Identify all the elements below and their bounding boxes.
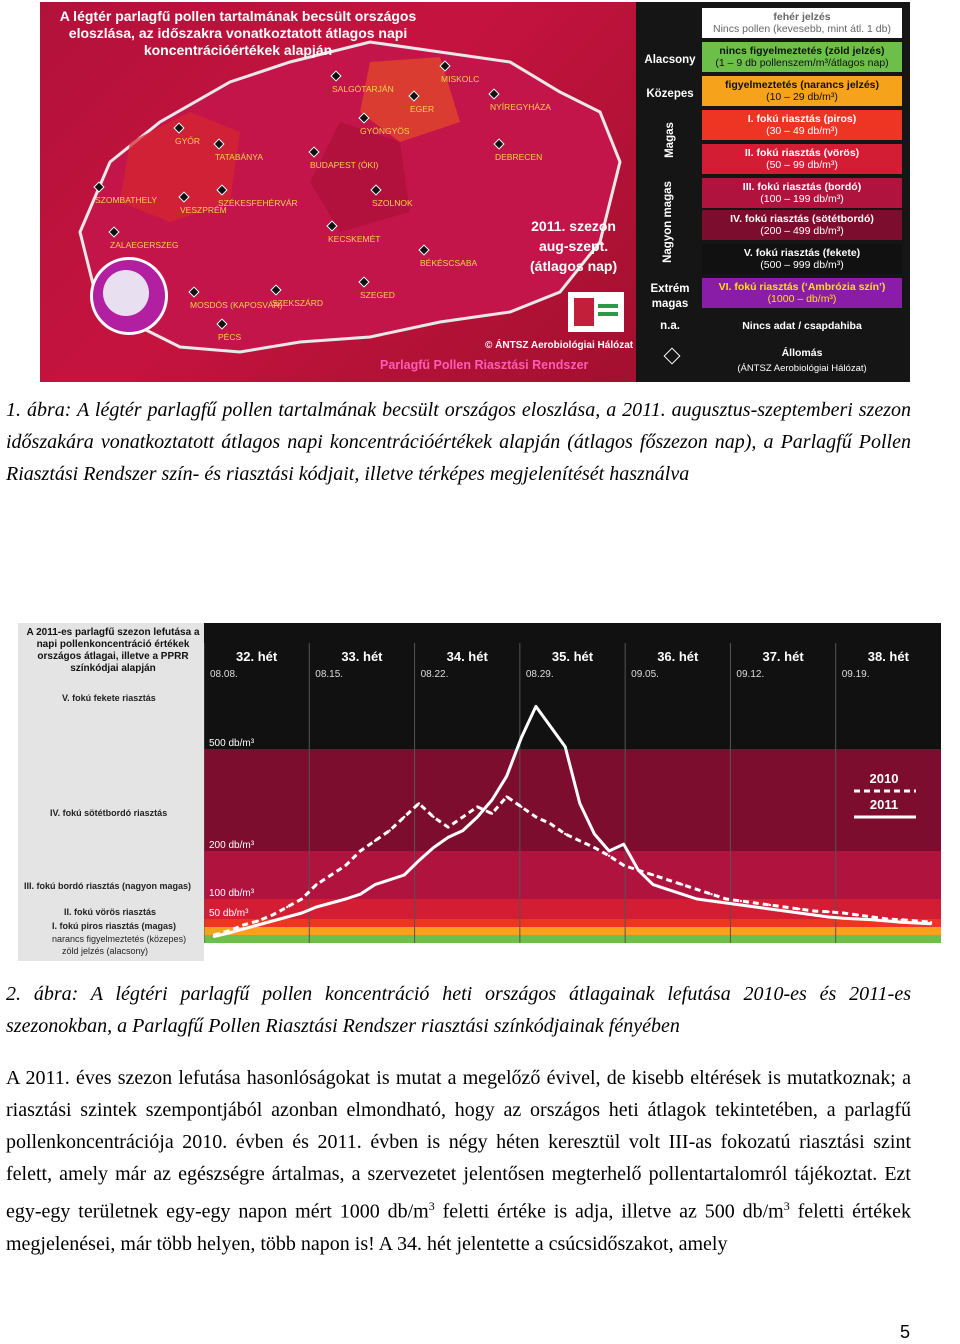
legend-row-title: I. fokú riasztás (piros) <box>747 113 857 125</box>
week-date-label: 08.15. <box>315 669 344 680</box>
map-credit: © ÁNTSZ Aerobiológiai Hálózat <box>485 340 634 351</box>
level-extreme: Extrém magas <box>650 283 690 310</box>
body-text-1: A 2011. éves szezon lefutása hasonlóságokat is mutat a megelőző évivel, de kisebb eltérések is mutatkoznak; a riasztási szintek szempontjából azonban elmondható, hogy az országos heti átlagok tekintetében, a parlagfű pollenkoncentrációja 2010. évben és 2011. évben is négy héten keresztül volt III-as fokozatú riasztási szint felett, amely már az egészségre ártalmas, a szervezetet jelentősen megterhelő pollentartalomról tájékoztat. Ezt egy-egy területnek egy-egy napon mért 1000 db/m <box>6 1067 911 1223</box>
season-label <box>530 216 617 276</box>
series-point-2011 <box>593 833 595 835</box>
city-label: SZOLNOK <box>372 198 413 208</box>
legend-row-title: III. fokú riasztás (bordó) <box>742 181 862 193</box>
legend-row-title: fehér jelzés <box>773 11 831 23</box>
city-label: VESZPRÉM <box>180 205 227 215</box>
city-label: MISKOLC <box>441 74 480 84</box>
city-label: SZÉKESFEHÉRVÁR <box>218 198 298 208</box>
legend-row-title: VI. fokú riasztás (‘Ambrózia szín’) <box>718 281 886 293</box>
series-point-2010 <box>740 900 742 902</box>
alert-band <box>204 749 941 851</box>
series-point-2011 <box>857 918 859 920</box>
city-label: GYÖNGYÖS <box>360 126 410 136</box>
series-point-2011 <box>769 908 771 910</box>
page-number: 5 <box>899 1322 910 1342</box>
antsz-logo <box>568 292 624 332</box>
series-point-2010 <box>271 914 273 916</box>
pollen-map <box>40 2 636 382</box>
legend-row-title: IV. fokú riasztás (sötétbordó) <box>730 213 874 225</box>
series-point-2010 <box>374 840 376 842</box>
city-label: KECSKEMÉT <box>328 234 381 244</box>
series-point-2010 <box>491 812 493 814</box>
legend-row <box>702 244 902 274</box>
series-point-2010 <box>286 906 288 908</box>
threshold-label: 200 db/m³ <box>209 840 255 851</box>
level-low: Alacsony <box>644 54 696 66</box>
series-point-2010 <box>666 879 668 881</box>
legend-row <box>702 210 902 240</box>
week-label: 33. hét <box>341 649 383 664</box>
city-label: SZOMBATHELY <box>95 195 158 205</box>
series-point-2011 <box>842 917 844 919</box>
series-point-2011 <box>725 902 727 904</box>
series-point-2010 <box>403 816 405 818</box>
series-point-2011 <box>520 737 522 739</box>
figure2-caption: 2. ábra: A légtéri parlagfű pollen koncentráció heti országos átlagainak lefutása 2010-es és 2011-es szezonokban, a Parlagfű Pollen Riasztási Rendszer riasztási színkódjainak fényében <box>6 983 911 1037</box>
series-point-2010 <box>696 888 698 890</box>
series-point-2010 <box>798 908 800 910</box>
series-point-2011 <box>476 816 478 818</box>
series-point-2011 <box>491 799 493 801</box>
series-point-2011 <box>696 898 698 900</box>
series-legend-label: 2011 <box>869 797 899 812</box>
legend-row-range: (1000 – db/m³) <box>767 293 837 305</box>
series-point-2010 <box>345 864 347 866</box>
series-point-2011 <box>345 898 347 900</box>
legend-row-range: Nincs pollen (kevesebb, mint átl. 1 db) <box>712 23 891 35</box>
series-point-2010 <box>432 816 434 818</box>
series-point-2011 <box>754 906 756 908</box>
legend-row <box>702 76 902 106</box>
series-point-2011 <box>257 924 259 926</box>
map-system-name: Parlagfű Pollen Riasztási Rendszer <box>380 358 589 372</box>
series-point-2011 <box>681 893 683 895</box>
city-label: GYŐR <box>175 136 201 146</box>
week-label: 32. hét <box>236 649 278 664</box>
series-point-2010 <box>242 924 244 926</box>
level-very-high: Nagyon magas <box>662 181 674 263</box>
series-point-2011 <box>915 922 917 924</box>
legend-row <box>702 42 902 72</box>
series-point-2010 <box>608 855 610 857</box>
chart-right-margin <box>941 623 957 961</box>
city-label: BUDAPEST (ÓKI) <box>310 160 379 170</box>
series-point-2010 <box>769 904 771 906</box>
city-label: SZEGED <box>360 290 395 300</box>
series-point-2010 <box>754 902 756 904</box>
legend-row-title: nincs figyelmeztetés (zöld jelzés) <box>719 45 885 57</box>
alert-band <box>204 693 941 749</box>
chart-plot <box>204 623 957 961</box>
body-text-3: feletti értékek megjelenései, már több helyen, több napon is! A 34. hét jelentette a csúcsidőszakot, amely <box>6 1200 911 1255</box>
legend-row-range: (500 – 999 db/m³) <box>760 259 844 271</box>
series-point-2010 <box>725 898 727 900</box>
series-point-2011 <box>271 920 273 922</box>
city-label: NYÍREGYHÁZA <box>490 102 551 112</box>
superscript-2: 3 <box>783 1199 790 1213</box>
body-paragraph <box>6 1062 911 1260</box>
series-point-2011 <box>286 916 288 918</box>
week-date-label: 08.22. <box>420 669 449 680</box>
series-point-2011 <box>608 850 610 852</box>
legend-row-range: (1 – 9 db pollenszem/m³/átlagos nap) <box>715 57 889 69</box>
series-point-2011 <box>388 879 390 881</box>
series-point-2011 <box>506 775 508 777</box>
week-label: 36. hét <box>657 649 699 664</box>
series-point-2011 <box>242 928 244 930</box>
alert-band <box>204 935 941 943</box>
series-point-2011 <box>462 829 464 831</box>
legend-row-range: (30 – 49 db/m³) <box>766 125 838 137</box>
city-label: PÉCS <box>218 332 242 342</box>
series-point-2010 <box>506 795 508 797</box>
series-point-2010 <box>593 846 595 848</box>
week-date-label: 09.05. <box>631 669 659 680</box>
city-label: BÉKÉSCSABA <box>420 258 478 268</box>
series-point-2010 <box>710 893 712 895</box>
legend-row-range: (100 – 199 db/m³) <box>760 193 844 205</box>
series-legend-label: 2010 <box>869 771 899 786</box>
body-text-2: feletti értéke is adja, illetve az 500 db/m <box>434 1200 784 1223</box>
week-date-label: 09.19. <box>841 669 870 680</box>
series-point-2010 <box>827 911 829 913</box>
series-point-2011 <box>564 746 566 748</box>
label-level4: IV. fokú sötétbordó riasztás <box>50 808 168 818</box>
legend-row-title: figyelmeztetés (narancs jelzés) <box>724 79 880 91</box>
series-point-2011 <box>330 902 332 904</box>
season-line1: 2011. szezon <box>531 218 616 234</box>
week-label: 35. hét <box>551 649 594 664</box>
week-label: 34. hét <box>446 649 488 664</box>
series-point-2011 <box>886 920 888 922</box>
series-point-2011 <box>813 914 815 916</box>
week-date-label: 09.12. <box>736 669 765 680</box>
series-point-2010 <box>315 883 317 885</box>
series-point-2011 <box>652 883 654 885</box>
legend-row-range: (10 – 29 db/m³) <box>766 91 838 103</box>
city-label: SALGÓTARJÁN <box>332 84 394 94</box>
city-label: DEBRECEN <box>495 152 543 162</box>
series-point-2011 <box>301 912 303 914</box>
series-point-2010 <box>857 914 859 916</box>
series-point-2010 <box>871 916 873 918</box>
series-point-2011 <box>549 725 551 727</box>
label-level3: III. fokú bordó riasztás (nagyon magas) <box>24 881 192 891</box>
legend-row-range: (50 – 99 db/m³) <box>766 159 838 171</box>
level-medium: Közepes <box>646 88 694 100</box>
superscript-1: 3 <box>428 1199 435 1213</box>
series-point-2011 <box>227 932 229 934</box>
series-point-2010 <box>784 906 786 908</box>
legend-station-sub: (ÁNTSZ Aerobiológiai Hálózat) <box>737 363 867 374</box>
legend-row <box>702 110 902 140</box>
alert-band <box>204 919 941 927</box>
series-point-2010 <box>652 874 654 876</box>
series-point-2010 <box>564 833 566 835</box>
threshold-label: 500 db/m³ <box>209 738 255 749</box>
series-point-2011 <box>432 846 434 848</box>
series-point-2010 <box>447 826 449 828</box>
series-point-2010 <box>579 840 581 842</box>
ambrosia-logo <box>90 257 168 335</box>
series-point-2011 <box>418 859 420 861</box>
week-date-label: 08.29. <box>525 669 554 680</box>
series-point-2011 <box>740 904 742 906</box>
series-point-2011 <box>871 919 873 921</box>
series-point-2011 <box>403 874 405 876</box>
series-point-2010 <box>842 912 844 914</box>
series-point-2010 <box>549 823 551 825</box>
chart-panel-title: A 2011-es parlagfű szezon lefutása a napi pollenkoncentráció értékek országos átlagai, illetve a PPRR színkódjai alapján <box>26 627 200 674</box>
series-point-2010 <box>418 802 420 804</box>
alert-legend <box>636 2 910 382</box>
level-na: n.a. <box>660 320 680 332</box>
week-date-label: 08.08. <box>210 669 238 680</box>
season-line3: (átlagos nap) <box>530 258 618 274</box>
level-high: Magas <box>664 122 676 158</box>
pollen-chart-panel <box>18 623 957 961</box>
series-point-2010 <box>681 883 683 885</box>
city-label: SZEKSZÁRD <box>272 298 324 308</box>
legend-row <box>702 178 902 208</box>
series-point-2010 <box>359 850 361 852</box>
week-label: 37. hét <box>762 649 804 664</box>
series-point-2011 <box>784 910 786 912</box>
series-point-2011 <box>315 906 317 908</box>
city-label: EGER <box>410 104 435 114</box>
series-point-2010 <box>520 806 522 808</box>
label-level5: V. fokú fekete riasztás <box>62 693 156 703</box>
label-level1: I. fokú piros riasztás (magas) <box>52 921 177 931</box>
week-label: 38. hét <box>867 649 909 664</box>
city-label: MOSDÓS (KAPOSVÁR) <box>190 300 283 310</box>
series-point-2011 <box>666 888 668 890</box>
series-point-2010 <box>462 816 464 818</box>
series-point-2011 <box>359 893 361 895</box>
series-point-2011 <box>213 935 215 937</box>
legend-row-title: II. fokú riasztás (vörös) <box>744 147 860 159</box>
map-title: A légtér parlagfű pollen tartalmának becsült országos eloszlása, az időszakra vonatkoztatott átlagos napi koncentrációértékek alapján <box>59 8 417 58</box>
series-point-2011 <box>637 869 639 871</box>
series-point-2011 <box>623 843 625 845</box>
threshold-label: 50 db/m³ <box>209 908 249 919</box>
threshold-label: 100 db/m³ <box>209 888 255 899</box>
series-point-2011 <box>901 921 903 923</box>
series-point-2011 <box>930 923 932 925</box>
series-point-2010 <box>301 898 303 900</box>
station-diamond-icon <box>664 348 681 365</box>
city-label: TATABÁNYA <box>215 152 264 162</box>
series-point-2010 <box>330 874 332 876</box>
series-point-2011 <box>579 802 581 804</box>
figure1-caption: 1. ábra: A légtér parlagfű pollen tartalmának becsült országos eloszlása, a 2011. augusztus-szeptemberi szezon időszakára vonatkoztatott átlagos napi koncentrációértékek alapján (átlagos főszezon nap), a Parlagfű Pollen Riasztási Rendszer szín- és riasztási kódjait, illetve térképes megjelenítését használva <box>6 399 911 485</box>
series-point-2011 <box>798 912 800 914</box>
legend-no-data: Nincs adat / csapdahiba <box>742 320 862 332</box>
label-green: zöld jelzés (alacsony) <box>62 946 149 956</box>
series-point-2011 <box>710 900 712 902</box>
legend-row-range: (200 – 499 db/m³) <box>760 225 844 237</box>
label-level2: II. fokú vörös riasztás <box>64 907 157 917</box>
series-point-2010 <box>813 910 815 912</box>
series-point-2011 <box>827 916 829 918</box>
series-point-2010 <box>257 920 259 922</box>
legend-row <box>702 144 902 174</box>
legend-row-title: V. fokú riasztás (fekete) <box>743 247 861 259</box>
legend-station: Állomás <box>781 347 823 359</box>
series-point-2010 <box>535 816 537 818</box>
series-point-2011 <box>535 705 537 707</box>
legend-row <box>702 278 902 308</box>
season-line2: aug-szept. <box>538 238 609 254</box>
alert-band <box>204 851 941 899</box>
series-point-2011 <box>374 883 376 885</box>
series-point-2010 <box>623 864 625 866</box>
series-point-2010 <box>476 806 478 808</box>
series-point-2011 <box>447 836 449 838</box>
alert-band <box>204 927 941 935</box>
city-label: ZALAEGERSZEG <box>110 240 179 250</box>
legend-row <box>702 8 902 38</box>
label-orange: narancs figyelmeztetés (közepes) <box>52 934 187 944</box>
series-point-2010 <box>388 829 390 831</box>
